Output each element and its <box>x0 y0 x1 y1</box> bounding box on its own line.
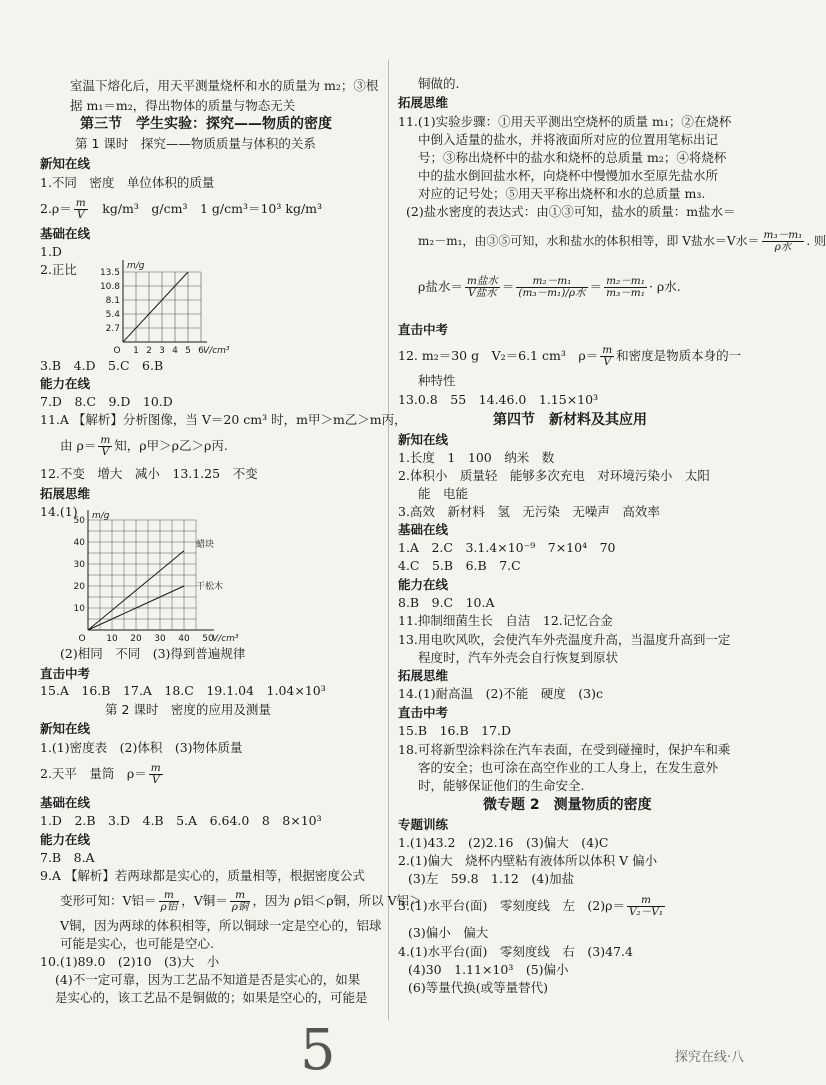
answer-line <box>60 434 228 458</box>
numerator: m₃－m₁ <box>763 229 803 241</box>
section-title: 第三节 学生实验：探究——物质的密度 <box>80 116 332 132</box>
heading: 直击中考 <box>398 705 449 720</box>
denominator: ρ铝 <box>160 901 178 913</box>
x-axis-label: V/cm³ <box>212 634 239 644</box>
answer-line <box>418 272 681 302</box>
answer-line: (2)盐水密度的表达式：由①③可知，盐水的质量：m盐水＝ <box>406 204 736 219</box>
answer-line: (6)等量代换(或等量替代) <box>408 980 548 995</box>
chart-wax-pine <box>60 500 260 645</box>
answer-line: 14.(1) <box>40 504 78 519</box>
answer-line: 客的安全；也可涂在高空作业的工人身上，在发生意外 <box>418 760 719 775</box>
lesson-title: 第 1 课时 探究——物质质量与体积的关系 <box>75 136 316 151</box>
answer-line: 2.(1)偏大 烧杯内壁粘有液体所以体积 V 偏小 <box>398 853 658 868</box>
text: kg/m³ g/cm³ 1 g/cm³＝10³ kg/m³ <box>89 201 323 216</box>
chart-mass-volume <box>85 258 230 358</box>
answer-line: 1.D <box>40 244 62 259</box>
numerator: m₂－m₁ <box>606 275 645 287</box>
answer-line: 号；③称出烧杯中的盐水和烧杯的总质量 m₂；④将烧杯 <box>418 150 727 165</box>
answer-line: 13.0.8 55 14.46.0 1.15×10³ <box>398 392 599 407</box>
heading: 基础在线 <box>398 522 449 537</box>
x-axis-label: V/cm³ <box>203 346 230 356</box>
x-tick-label: 40 <box>178 634 190 644</box>
answer-line: 3.B 4.D 5.C 6.B <box>40 358 164 373</box>
answer-line: 种特性 <box>418 373 456 388</box>
answer-line: 2.正比 <box>40 262 77 277</box>
numerator: m <box>627 895 665 907</box>
text: ρ盐水＝ <box>418 279 463 294</box>
denominator: V <box>603 356 611 368</box>
y-tick-label: 13.5 <box>99 268 120 278</box>
y-tick-label: 50 <box>73 516 85 526</box>
heading: 新知在线 <box>398 432 449 447</box>
section-title: 微专题 2 测量物质的密度 <box>483 797 652 813</box>
numerator: m <box>159 890 180 902</box>
answer-line: (4)不一定可靠，因为工艺品不知道是否是实心的，如果 <box>55 972 361 987</box>
text: ，V铜＝ <box>181 893 228 908</box>
x-tick-label: 6 <box>198 346 204 356</box>
answer-line <box>418 228 826 254</box>
x-tick-label: 10 <box>106 634 118 644</box>
answer-line: 能 电能 <box>418 486 469 501</box>
y-tick-label: 10.8 <box>99 282 120 292</box>
fraction <box>600 345 614 368</box>
text: 由 ρ＝ <box>60 438 97 453</box>
x-tick-label: 1 <box>133 346 139 356</box>
answer-line: 10.(1)89.0 (2)10 (3)大 小 <box>40 954 220 969</box>
answer-line: 1.长度 1 100 纳米 数 <box>398 450 555 465</box>
y-tick-label: 40 <box>73 538 85 548</box>
fraction <box>516 276 587 299</box>
text-line: 据 m₁＝m₂，得出物体的质量与物态无关 <box>70 98 296 113</box>
fraction <box>159 890 180 913</box>
text: 2.天平 量筒 ρ＝ <box>40 766 147 781</box>
lesson-title: 第 2 课时 密度的应用及测量 <box>105 702 271 717</box>
answer-line: 11.(1)实验步骤：①用天平测出空烧杯的质量 m₁；②在烧杯 <box>398 114 732 129</box>
text: · ρ水. <box>648 279 681 294</box>
x-tick-label: 30 <box>154 634 166 644</box>
answer-line: 2.体积小 质量轻 能够多次充电 对环境污染小 太阳 <box>398 468 710 483</box>
fraction <box>74 198 88 221</box>
fraction <box>627 895 665 918</box>
answer-line: 4.C 5.B 6.B 7.C <box>398 558 521 573</box>
numerator: m <box>230 890 251 902</box>
heading: 新知在线 <box>40 721 91 736</box>
answer-line: 1.不同 密度 单位体积的质量 <box>40 175 215 190</box>
answer-line: 15.A 16.B 17.A 18.C 19.1.04 1.04×10³ <box>40 683 326 698</box>
text: 12. m₂＝30 g V₂＝6.1 cm³ ρ＝ <box>398 348 599 363</box>
numerator: m <box>150 762 161 774</box>
y-tick-label: 20 <box>73 582 85 592</box>
page-footer: 探究在线·八 <box>674 1050 744 1065</box>
answer-line <box>40 197 322 221</box>
y-tick-label: 2.7 <box>105 324 120 334</box>
series-label: 蜡块 <box>196 539 215 550</box>
answer-line: (4)30 1.11×10³ (5)偏小 <box>408 962 569 977</box>
series-line <box>123 272 188 342</box>
chart-svg <box>85 258 230 358</box>
column-divider <box>388 60 389 1020</box>
chart-svg <box>60 500 260 645</box>
answer-line: 1.D 2.B 3.D 4.B 5.A 6.64.0 8 8×10³ <box>40 813 322 828</box>
answer-line <box>40 762 165 786</box>
text: ＝ <box>501 279 515 294</box>
answer-line: 程度时，汽车外壳会自行恢复到原状 <box>418 650 619 665</box>
answer-line: 对应的记号处；⑤用天平称出烧杯和水的总质量 m₃. <box>418 186 706 201</box>
answer-line: 3.高效 新材料 氢 无污染 无噪声 高效率 <box>398 504 660 519</box>
text: 3.(1)水平台(面) 零刻度线 左 (2)ρ＝ <box>398 898 625 913</box>
denominator: V盐水 <box>468 287 497 299</box>
heading: 基础在线 <box>40 795 91 810</box>
section-title: 第四节 新材料及其应用 <box>493 412 647 428</box>
answer-line <box>398 893 667 919</box>
text: 知，ρ甲＞ρ乙＞ρ丙. <box>114 438 228 453</box>
numerator: m₂－m₁ <box>516 276 587 288</box>
answer-line: 11.抑制细菌生长 自洁 12.记忆合金 <box>398 613 613 628</box>
y-axis-label: m/g <box>92 511 110 521</box>
denominator: V <box>76 209 85 221</box>
heading: 直击中考 <box>40 666 91 681</box>
denominator: V₂－V₁ <box>628 906 664 918</box>
handwritten-mark: 5 <box>300 1018 336 1083</box>
denominator: ρ水 <box>774 241 792 253</box>
y-tick-label: 8.1 <box>105 296 120 306</box>
answer-line <box>398 344 741 368</box>
text: m₂－m₁，由③⑤可知，水和盐水的体积相等，即 V盐水＝V水＝ <box>418 234 760 248</box>
text: 2.ρ＝ <box>40 201 72 216</box>
answer-line: 7.B 8.A <box>40 850 95 865</box>
answer-line: 中的盐水倒回盐水杯，向烧杯中慢慢加水至原先盐水所 <box>418 168 719 183</box>
denominator: (m₃－m₁)/ρ水 <box>518 287 586 299</box>
heading: 专题训练 <box>398 817 449 832</box>
heading: 新知在线 <box>40 156 91 171</box>
heading: 能力在线 <box>40 376 91 391</box>
fraction <box>149 763 163 786</box>
text-line: 室温下熔化后，用天平测量烧杯和水的质量为 m₂；③根 <box>70 78 379 93</box>
x-tick-label: 20 <box>130 634 142 644</box>
numerator: m <box>602 344 613 356</box>
denominator: V <box>101 446 110 458</box>
x-tick-label: 2 <box>146 346 152 356</box>
x-tick-label: 5 <box>185 346 191 356</box>
text: ，因为 ρ铝＜ρ铜，所以 V铝＞ <box>252 893 422 908</box>
answer-line <box>60 888 422 914</box>
answer-line: V铜，因为两球的体积相等，所以铜球一定是空心的，铝球 <box>60 918 382 933</box>
text: ＝ <box>589 279 603 294</box>
answer-line: (3)左 59.8 1.12 (4)加盐 <box>408 871 575 886</box>
heading: 拓展思维 <box>398 668 449 683</box>
text: 变形可知：V铝＝ <box>60 893 157 908</box>
text: . 则 <box>806 234 826 248</box>
text: 和密度是物质本身的一 <box>616 348 742 363</box>
denominator: m₃－m₁ <box>606 287 645 299</box>
numerator: m盐水 <box>466 275 498 287</box>
heading: 拓展思维 <box>40 486 91 501</box>
answer-line: 中倒入适量的盐水，并将液面所对应的位置用笔标出记 <box>418 132 719 147</box>
heading: 基础在线 <box>40 226 91 241</box>
series-label: 干松木 <box>196 582 224 592</box>
fraction <box>604 276 647 299</box>
denominator: ρ铜 <box>231 901 249 913</box>
answer-line: 1.(1)密度表 (2)体积 (3)物体质量 <box>40 740 243 755</box>
heading: 能力在线 <box>398 577 449 592</box>
answer-line: 15.B 16.B 17.D <box>398 723 512 738</box>
answer-line: 时，能够保证他们的生命安全. <box>418 778 585 793</box>
answer-line: 13.用电吹风吹，会使汽车外壳温度升高，当温度升高到一定 <box>398 632 731 647</box>
answer-line: (2)相同 不同 (3)得到普遍规律 <box>60 646 246 661</box>
fraction <box>98 435 112 458</box>
answer-line: 14.(1)耐高温 (2)不能 硬度 (3)c <box>398 686 603 701</box>
answer-line: 12.不变 增大 减小 13.1.25 不变 <box>40 466 258 481</box>
fraction <box>762 230 805 253</box>
answer-line: 11.A 【解析】分析图像，当 V＝20 cm³ 时，m甲＞m乙＞m丙， <box>40 412 407 427</box>
heading: 能力在线 <box>40 832 91 847</box>
y-tick-label: 5.4 <box>105 310 120 320</box>
answer-line: 9.A 【解析】若两球都是实心的，质量相等，根据密度公式 <box>40 868 365 883</box>
y-tick-label: 10 <box>73 604 85 614</box>
answer-line: 铜做的. <box>418 76 460 91</box>
answer-line: 8.B 9.C 10.A <box>398 595 495 610</box>
heading: 直击中考 <box>398 322 449 337</box>
fraction <box>230 890 251 913</box>
x-tick-label: 50 <box>202 634 214 644</box>
y-axis-label: m/g <box>127 261 145 271</box>
x-tick-label: O <box>113 346 121 356</box>
fraction <box>465 276 500 299</box>
answer-line: 18.可将新型涂料涂在汽车表面，在受到碰撞时，保护车和乘 <box>398 742 731 757</box>
answer-line: 可能是实心，也可能是空心. <box>60 936 214 951</box>
x-tick-label: 4 <box>172 346 178 356</box>
answer-line: 是实心的，该工艺品不是铜做的；如果是空心的，可能是 <box>55 990 368 1005</box>
answer-line: 7.D 8.C 9.D 10.D <box>40 394 173 409</box>
denominator: V <box>151 774 160 786</box>
x-tick-label: O <box>78 634 86 644</box>
x-tick-label: 3 <box>159 346 165 356</box>
heading: 拓展思维 <box>398 95 449 110</box>
answer-line: (3)偏小 偏大 <box>408 925 489 940</box>
answer-line: 1.(1)43.2 (2)2.16 (3)偏大 (4)C <box>398 835 609 850</box>
answer-line: 1.A 2.C 3.1.4×10⁻⁹ 7×10⁴ 70 <box>398 540 616 555</box>
answer-line: 4.(1)水平台(面) 零刻度线 右 (3)47.4 <box>398 944 633 959</box>
numerator: m <box>75 197 86 209</box>
numerator: m <box>100 434 111 446</box>
y-tick-label: 30 <box>73 560 85 570</box>
